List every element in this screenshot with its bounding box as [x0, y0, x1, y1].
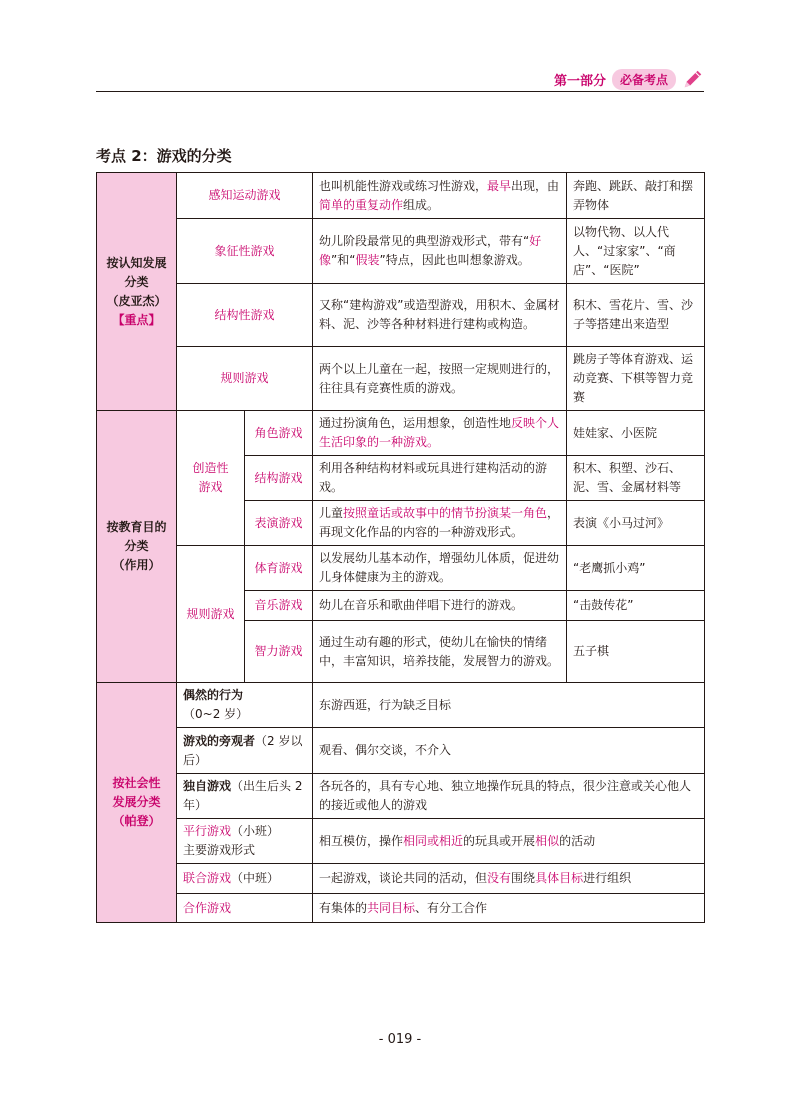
social-stage: 偶然的行为（0~2 岁） — [177, 683, 313, 728]
game-type-desc: 幼儿阶段最常见的典型游戏形式，带有“好像”和“假装”特点，因此也叫想象游戏。 — [313, 219, 567, 284]
table-row — [97, 683, 705, 728]
game-type-desc: 以发展幼儿基本动作，增强幼儿体质，促进幼儿身体健康为主的游戏。 — [313, 546, 567, 591]
game-type-desc: 两个以上儿童在一起，按照一定规则进行的，往往具有竞赛性质的游戏。 — [313, 347, 567, 411]
social-stage: 游戏的旁观者（2 岁以后） — [177, 728, 313, 774]
game-type-example: “老鹰抓小鸡” — [567, 546, 705, 591]
social-stage: 联合游戏（中班） — [177, 864, 313, 894]
game-type-name: 表演游戏 — [245, 501, 313, 546]
game-type-name: 感知运动游戏 — [177, 173, 313, 219]
table-row — [97, 347, 705, 411]
page-header — [96, 64, 704, 92]
social-stage-desc: 观看、偶尔交谈，不介入 — [313, 728, 705, 774]
game-type-example: 跳房子等体育游戏、运动竞赛、下棋等智力竞赛 — [567, 347, 705, 411]
game-type-name: 角色游戏 — [245, 411, 313, 456]
header-label-group — [554, 68, 704, 90]
page-number: - 019 - — [378, 1032, 422, 1047]
game-type-example: “击鼓传花” — [567, 591, 705, 621]
category-cognitive: 按认知发展 分类 （皮亚杰） 【重点】 — [97, 173, 177, 411]
game-type-example: 奔跑、跳跃、敲打和摆弄物体 — [567, 173, 705, 219]
social-stage-desc: 有集体的共同目标、有分工合作 — [313, 894, 705, 923]
game-type-name: 智力游戏 — [245, 621, 313, 683]
category-social: 按社会性 发展分类 （帕登） — [97, 683, 177, 923]
table-row — [97, 774, 705, 819]
social-stage-desc: 一起游戏，谈论共同的活动，但没有围绕具体目标进行组织 — [313, 864, 705, 894]
section-badge: 必备考点 — [612, 69, 676, 90]
table-row — [97, 819, 705, 864]
game-type-desc: 通过生动有趣的形式，使幼儿在愉快的情绪中，丰富知识，培养技能，发展智力的游戏。 — [313, 621, 567, 683]
social-stage-desc: 各玩各的，具有专心地、独立地操作玩具的特点，很少注意或关心他人的接近或他人的游戏 — [313, 774, 705, 819]
game-type-name: 体育游戏 — [245, 546, 313, 591]
social-stage-desc: 相互模仿，操作相同或相近的玩具或开展相似的活动 — [313, 819, 705, 864]
game-type-name: 音乐游戏 — [245, 591, 313, 621]
subcategory-creative: 创造性 游戏 — [177, 411, 245, 546]
table-row — [97, 219, 705, 284]
table-row — [97, 894, 705, 923]
table-row — [97, 284, 705, 347]
table-row — [97, 728, 705, 774]
table-row — [97, 411, 705, 456]
game-type-desc: 儿童按照童话或故事中的情节扮演某一角色，再现文化作品的内容的一种游戏形式。 — [313, 501, 567, 546]
table-row — [97, 546, 705, 591]
game-type-example: 表演《小马过河》 — [567, 501, 705, 546]
game-type-desc: 也叫机能性游戏或练习性游戏，最早出现，由简单的重复动作组成。 — [313, 173, 567, 219]
game-type-example: 积木、雪花片、雪、沙子等搭建出来造型 — [567, 284, 705, 347]
table-row — [97, 864, 705, 894]
game-type-example: 五子棋 — [567, 621, 705, 683]
header-rule — [96, 91, 704, 92]
category-educational: 按教育目的 分类 （作用） — [97, 411, 177, 683]
game-type-desc: 幼儿在音乐和歌曲伴唱下进行的游戏。 — [313, 591, 567, 621]
social-stage: 平行游戏（小班） 主要游戏形式 — [177, 819, 313, 864]
game-type-example: 娃娃家、小医院 — [567, 411, 705, 456]
subcategory-rule: 规则游戏 — [177, 546, 245, 683]
game-type-desc: 又称“建构游戏”或造型游戏，用积木、金属材料、泥、沙等各种材料进行建构或构造。 — [313, 284, 567, 347]
social-stage: 独自游戏（出生后头 2 年） — [177, 774, 313, 819]
table-row — [97, 173, 705, 219]
game-type-example: 积木、积塑、沙石、泥、雪、金属材料等 — [567, 456, 705, 501]
game-type-example: 以物代物、以人代人、“过家家”、“商店”、“医院” — [567, 219, 705, 284]
pencil-icon — [682, 68, 704, 90]
game-type-name: 结构游戏 — [245, 456, 313, 501]
section-title: 考点 2：游戏的分类 — [96, 147, 232, 165]
part-label: 第一部分 — [553, 73, 606, 89]
game-classification-table — [96, 172, 705, 923]
game-type-desc: 利用各种结构材料或玩具进行建构活动的游戏。 — [313, 456, 567, 501]
game-type-name: 象征性游戏 — [177, 219, 313, 284]
social-stage-desc: 东游西逛，行为缺乏目标 — [313, 683, 705, 728]
game-type-name: 结构性游戏 — [177, 284, 313, 347]
social-stage: 合作游戏 — [177, 894, 313, 923]
game-type-desc: 通过扮演角色，运用想象，创造性地反映个人生活印象的一种游戏。 — [313, 411, 567, 456]
game-type-name: 规则游戏 — [177, 347, 313, 411]
